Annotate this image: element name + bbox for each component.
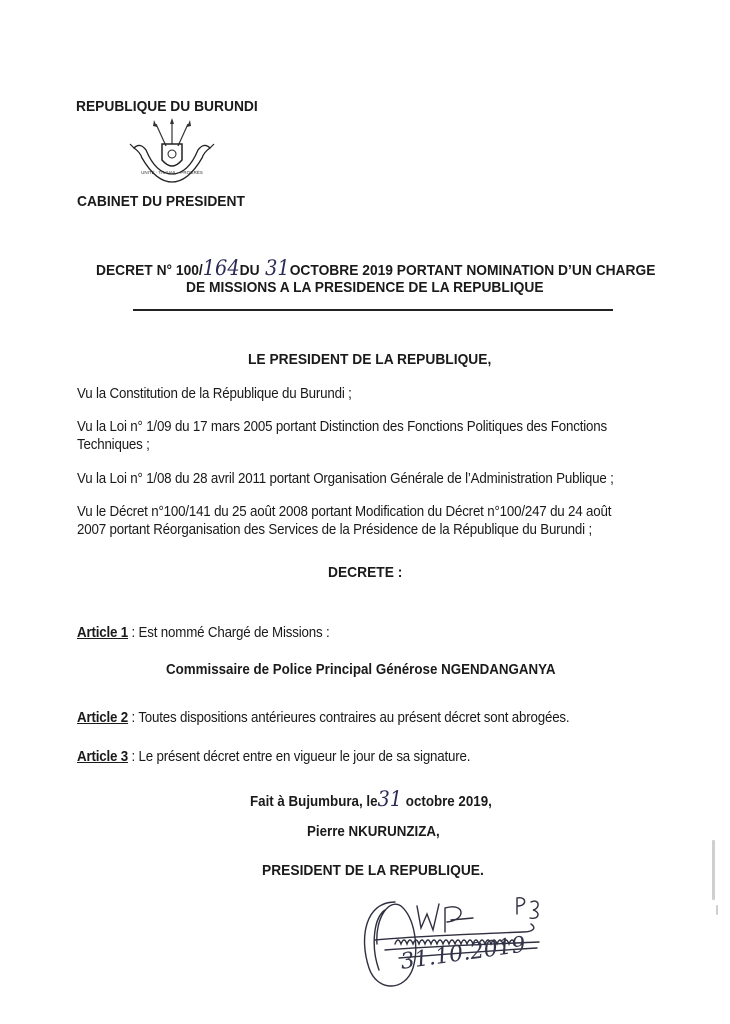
article-1-text: : Est nommé Chargé de Missions : <box>127 625 330 641</box>
title-divider <box>133 309 613 311</box>
signature-date: 31.10.2019 <box>399 932 528 975</box>
signatory-name: Pierre NKURUNZIZA, <box>307 824 440 840</box>
decrete-heading: DECRETE : <box>328 564 403 581</box>
scan-artifact <box>716 905 718 915</box>
article-3-text: : Le présent décret entre en vigueur le jour de sa signature. <box>127 749 471 765</box>
decree-title-line2: DE MISSIONS A LA PRESIDENCE DE LA REPUBLIQUE <box>186 279 544 296</box>
place-suffix: octobre 2019, <box>402 794 492 810</box>
vu-constitution: Vu la Constitution de la République du Burundi ; <box>77 386 352 402</box>
preamble-heading: LE PRESIDENT DE LA REPUBLIQUE, <box>248 351 492 368</box>
article-2 <box>77 710 612 726</box>
signatory-role: PRESIDENT DE LA REPUBLIQUE. <box>262 862 484 879</box>
closing-day-handwritten: 31 <box>377 787 403 811</box>
article-3-label: Article 3 <box>77 749 128 765</box>
decree-number-prefix: DECRET N° 100/ <box>96 262 203 279</box>
vu-decret-line2: 2007 portant Réorganisation des Services de la Présidence de la République du Burundi ; <box>77 522 592 538</box>
article-2-text: : Toutes dispositions antérieures contraires au présent décret sont abrogées. <box>127 710 570 726</box>
vu-loi-2011: Vu la Loi n° 1/08 du 28 avril 2011 portant Organisation Générale de l’Administration Publique ; <box>77 471 614 487</box>
vu-loi-2005-line2: Techniques ; <box>77 437 150 453</box>
vu-decret-line1: Vu le Décret n°100/141 du 25 août 2008 portant Modification du Décret n°100/247 du 24 août <box>77 504 612 520</box>
cabinet-name: CABINET DU PRESIDENT <box>77 193 245 210</box>
article-2-label: Article 2 <box>77 710 128 726</box>
decree-number-handwritten: 164 <box>202 256 240 280</box>
article-1 <box>77 625 351 641</box>
emblem-motto: UNITÉ · TRAVAIL · PROGRÈS <box>141 170 203 175</box>
place-prefix: Fait à Bujumbura, le <box>250 794 378 810</box>
coat-of-arms-emblem <box>126 118 218 188</box>
place-and-date <box>250 787 513 811</box>
country-name: REPUBLIQUE DU BURUNDI <box>76 98 258 115</box>
article-3 <box>77 749 505 765</box>
decree-title-line1 <box>96 256 704 280</box>
handwritten-signature <box>355 888 565 998</box>
article-1-label: Article 1 <box>77 625 128 641</box>
decree-title-rest: OCTOBRE 2019 PORTANT NOMINATION D’UN CHARGE <box>289 262 656 279</box>
appointee-name: Commissaire de Police Principal Générose NGENDANGANYA <box>166 662 556 678</box>
decree-du: DU <box>239 262 260 279</box>
scan-artifact <box>712 840 715 900</box>
decree-day-handwritten: 31 <box>265 256 290 280</box>
vu-loi-2005-line1: Vu la Loi n° 1/09 du 17 mars 2005 portant Distinction des Fonctions Politiques des Fonctions <box>77 419 607 435</box>
